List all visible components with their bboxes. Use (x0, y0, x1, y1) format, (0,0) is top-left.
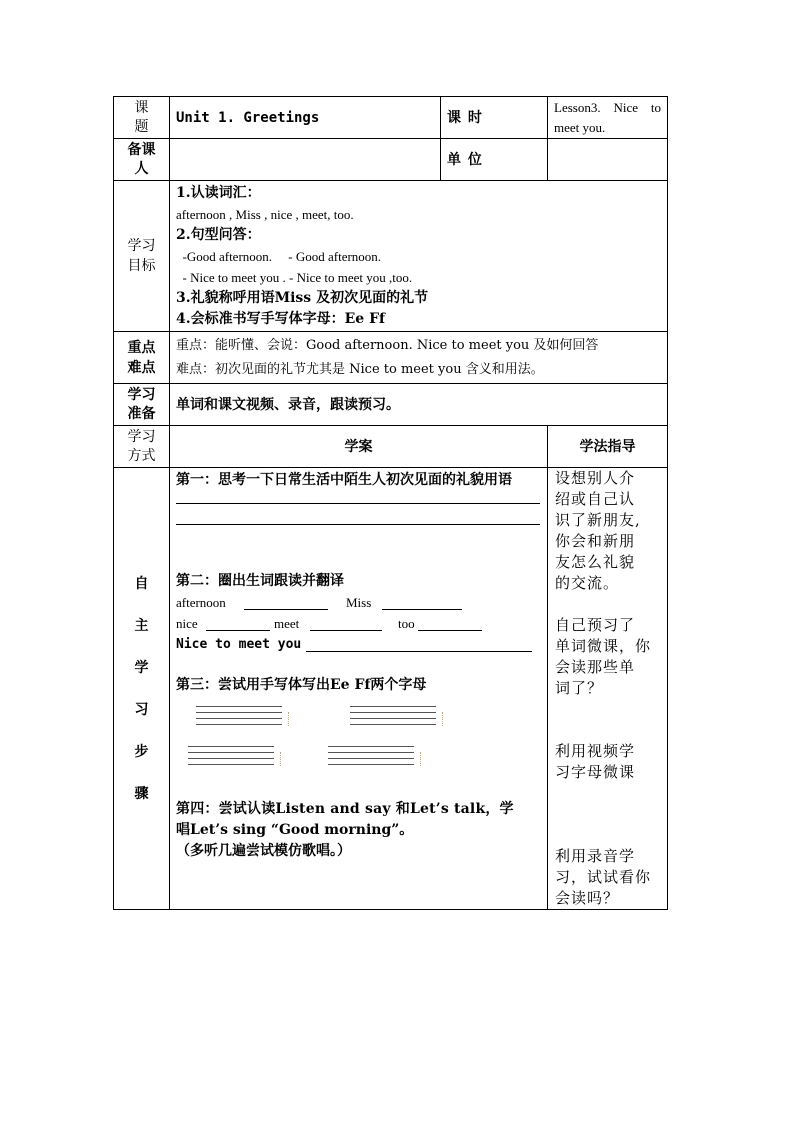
method-label: 学习方式 (127, 428, 156, 464)
answer-line (176, 503, 540, 504)
goals-label: 学习目标 (127, 238, 156, 274)
guidance-4 (555, 846, 663, 909)
lesson-plan-table (113, 96, 668, 910)
answer-line (244, 609, 328, 610)
guidance-line: 习字母微课 (555, 763, 636, 781)
goal-line: -Good afternoon. - Good afternoon. (176, 249, 382, 264)
unit-label: 单 位 (441, 139, 548, 181)
self-study-char: 习 (134, 701, 149, 718)
plan-header: 学案 (170, 426, 548, 468)
period-value: Lesson3. Nice to meet you. (548, 97, 668, 139)
answer-line (382, 609, 462, 610)
goal-line: 2.句型问答： (176, 227, 261, 243)
word-miss: Miss (346, 595, 372, 610)
guidance-line: 友怎么礼貌 (555, 553, 636, 571)
guidance-line: 识了新朋友, (555, 511, 641, 529)
guidance-line: 利用视频学 (555, 742, 636, 760)
guidance-line: 绍或自己认 (555, 490, 636, 508)
word-meet: meet (274, 616, 300, 631)
guidance-line: 你会和新朋 (555, 532, 636, 550)
guidance-line: 单词微课，你 (555, 637, 652, 655)
guidance-line: 会读那些单 (555, 658, 636, 676)
phrase-nice-to-meet-you: Nice to meet you (176, 637, 302, 652)
word-nice: nice (176, 616, 198, 631)
goal-line: afternoon , Miss , nice , meet, too. (176, 207, 354, 222)
self-study-char: 主 (134, 617, 149, 634)
difficult-point: 难点：初次见面的礼节尤其是 Nice to meet you 含义和用法。 (176, 361, 544, 377)
guidance-line: 利用录音学 (555, 847, 636, 865)
self-study-label (114, 468, 170, 910)
guidance-line: 词了？ (555, 679, 604, 697)
guidance-1 (555, 468, 663, 594)
preparer-value (170, 139, 441, 181)
answer-line (306, 651, 532, 652)
guidance-line: 设想别人介 (555, 469, 636, 487)
prep-content: 单词和课文视频、录音，跟读预习。 (170, 384, 668, 426)
study-plan-content (170, 468, 548, 910)
word-afternoon: afternoon (176, 595, 226, 610)
preparer-label: 备课人 (127, 141, 156, 177)
self-study-char: 骤 (134, 785, 149, 802)
step4-line1: 第四：尝试认读Listen and say 和Let’s talk，学 (176, 801, 514, 817)
step1-text: 第一：思考一下日常生活中陌生人初次见面的礼貌用语 (176, 472, 512, 488)
step2-text: 第二：圈出生词跟读并翻译 (176, 573, 344, 589)
answer-line (206, 630, 270, 631)
key-point: 重点：能听懂、会说：Good afternoon. Nice to meet you 及如何回答 (176, 337, 599, 353)
study-guidance (548, 468, 668, 910)
answer-line (310, 630, 382, 631)
keypoints-label-cell (114, 332, 170, 384)
goal-line: 4.会标准书写手写体字母：Ee Ff (176, 311, 386, 327)
guidance-line: 习，试试看你 (555, 868, 652, 886)
guidance-line: 自己预习了 (555, 616, 636, 634)
guide-header: 学法指导 (548, 426, 668, 468)
guidance-3 (555, 741, 663, 783)
keypoints-label: 重点难点 (127, 339, 156, 376)
step3-text: 第三：尝试用手写体写出Ee Ff两个字母 (176, 677, 427, 693)
goal-line: 3.礼貌称呼用语Miss 及初次见面的礼节 (176, 290, 429, 306)
prep-label-cell (114, 384, 170, 426)
step4-line3: （多听几遍尝试模仿歌唱。） (176, 843, 351, 859)
topic-label: 课题 (134, 99, 149, 135)
prep-label: 学习准备 (127, 386, 156, 422)
goals-content (170, 181, 668, 332)
topic-value: Unit 1. Greetings (170, 97, 441, 139)
period-label: 课 时 (441, 97, 548, 139)
preparer-label-cell (114, 139, 170, 181)
self-study-char: 学 (134, 659, 149, 676)
keypoints-content (170, 332, 668, 384)
goal-line: - Nice to meet you . - Nice to meet you ,too. (176, 270, 413, 285)
self-study-char: 自 (134, 575, 149, 592)
guidance-line: 会读吗？ (555, 889, 620, 907)
step4-line2: 唱Let’s sing “Good morning”。 (176, 822, 414, 838)
unit-value (548, 139, 668, 181)
guidance-2 (555, 615, 663, 699)
goal-line: 1.认读词汇： (176, 185, 261, 201)
answer-line (176, 524, 540, 525)
goals-label-cell (114, 181, 170, 332)
guidance-line: 的交流。 (555, 574, 620, 592)
self-study-char: 步 (134, 743, 149, 760)
answer-line (418, 630, 482, 631)
word-too: too (398, 616, 415, 631)
method-label-cell (114, 426, 170, 468)
topic-label-cell (114, 97, 170, 139)
